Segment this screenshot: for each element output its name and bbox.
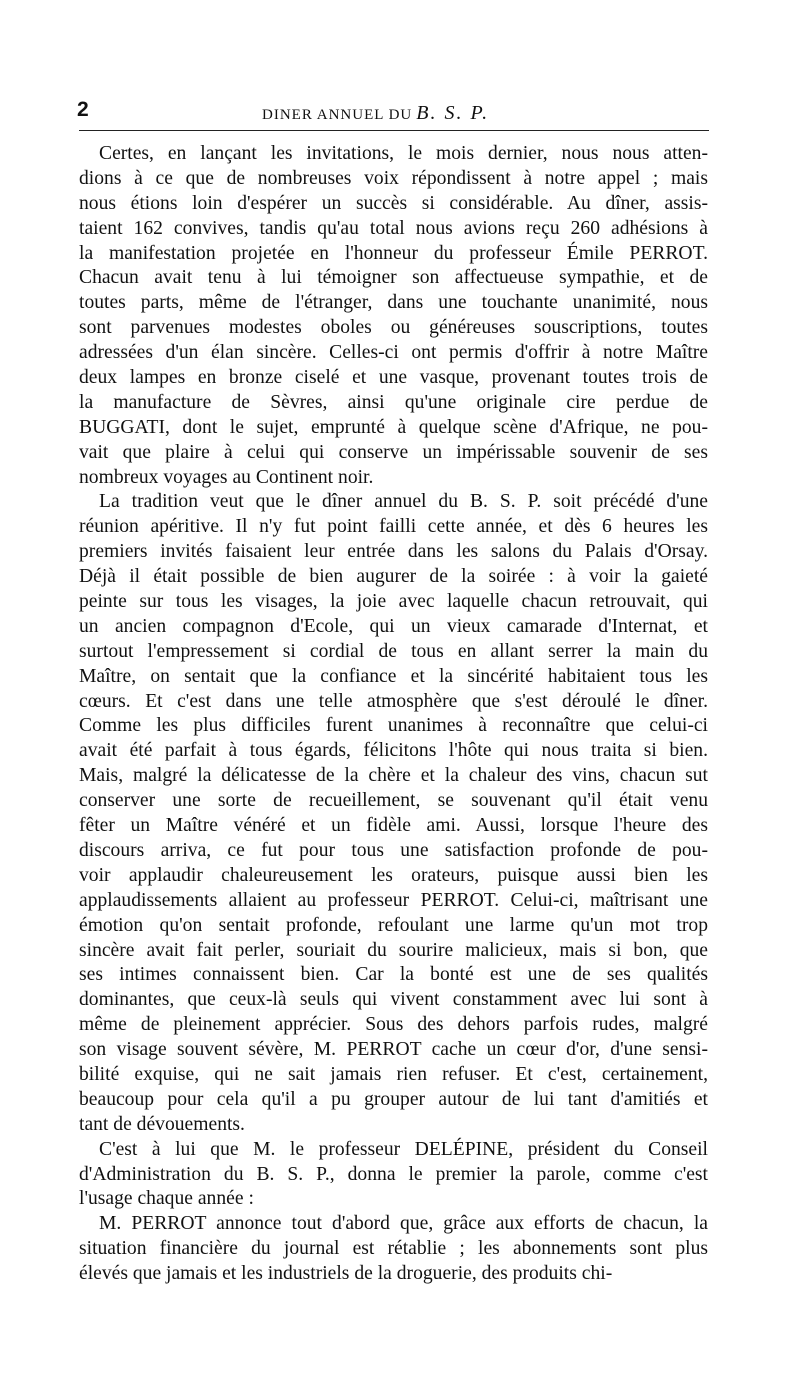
text-line: un ancien compagnon d'Ecole, qui un vieux camarade d'Internat, et: [79, 615, 708, 637]
paragraph: [79, 142, 708, 490]
text-line: nous étions loin d'espérer un succès si considérable. Au dîner, assis-: [79, 192, 708, 214]
text-line: nombreux voyages au Continent noir.: [79, 466, 374, 488]
text-line: Certes, en lançant les invitations, le mois dernier, nous nous atten-: [99, 143, 708, 164]
text-line: fêter un Maître vénéré et un fidèle ami. Aussi, lorsque l'heure des: [79, 815, 708, 837]
text-line: sincère avait fait perler, souriait du sourire malicieux, mais si bon, que: [79, 939, 708, 961]
text-line: son visage souvent sévère, M. PERROT cache un cœur d'or, d'une sensi-: [79, 1039, 708, 1061]
text-line: taient 162 convives, tandis qu'au total nous avions reçu 260 adhésions à: [79, 217, 708, 239]
text-line: Déjà il était possible de bien augurer de la soirée : à voir la gaieté: [79, 566, 708, 588]
text-line: adressées d'un élan sincère. Celles-ci ont permis d'offrir à notre Maître: [79, 342, 708, 364]
text-line: tant de dévouements.: [79, 1113, 245, 1135]
text-line: réunion apéritive. Il n'y fut point failli cette année, et dès 6 heures les: [79, 516, 708, 538]
text-line: voir applaudir chaleureusement les orateurs, puisque aussi bien les: [79, 864, 708, 886]
text-line: C'est à lui que M. le professeur DELÉPINE, président du Conseil: [99, 1138, 708, 1160]
text-line: Mais, malgré la délicatesse de la chère et la chaleur des vins, chacun sut: [79, 765, 708, 787]
text-line: toutes parts, même de l'étranger, dans une touchante unanimité, nous: [79, 292, 708, 314]
text-line: la manufacture de Sèvres, ainsi qu'une originale cire perdue de: [79, 391, 708, 413]
text-line: d'Administration du B. S. P., donna le premier la parole, comme c'est: [79, 1163, 708, 1185]
text-line: Maître, on sentait que la confiance et la sincérité habitaient tous les: [79, 665, 708, 687]
page-number: 2: [77, 98, 89, 121]
text-line: La tradition veut que le dîner annuel du B. S. P. soit précédé d'une: [99, 491, 708, 513]
text-line: Comme les plus difficiles furent unanimes à reconnaître que celui-ci: [79, 715, 708, 737]
text-line: beaucoup pour cela qu'il a pu grouper autour de lui tant d'amitiés et: [79, 1088, 708, 1110]
text-line: premiers invités faisaient leur entrée dans les salons du Palais d'Orsay.: [79, 541, 708, 563]
text-line: émotion qu'on sentait profonde, refoulant une larme qu'un mot trop: [79, 914, 708, 936]
text-line: conserver une sorte de recueillement, se souvenant qu'il était venu: [79, 790, 708, 812]
header-rule: [79, 130, 709, 131]
page-header: [77, 98, 710, 128]
running-title-journal: B. S. P.: [416, 102, 490, 124]
text-line: dions à ce que de nombreuses voix répondissent à notre appel ; mais: [79, 167, 708, 189]
text-line: discours arriva, ce fut pour tous une satisfaction profonde de pou-: [79, 839, 708, 861]
text-line: ses intimes connaissent bien. Car la bonté est une de ses qualités: [79, 964, 708, 986]
text-line: situation financière du journal est rétablie ; les abonnements sont plus: [79, 1238, 708, 1260]
text-line: cœurs. Et c'est dans une telle atmosphère que s'est déroulé le dîner.: [79, 690, 708, 712]
text-line: vait que plaire à celui qui conserve un impérissable souvenir de ses: [79, 441, 708, 463]
text-line: Chacun avait tenu à lui témoigner son affectueuse sympathie, et de: [79, 267, 708, 289]
running-title: [262, 102, 489, 125]
text-line: dominantes, que ceux-là seuls qui vivent constamment avec lui sont à: [79, 989, 708, 1011]
text-line: l'usage chaque année :: [79, 1188, 254, 1210]
text-line: sont parvenues modestes oboles ou généreuses souscriptions, toutes: [79, 317, 708, 339]
text-line: élevés que jamais et les industriels de la droguerie, des produits chi-: [79, 1263, 613, 1285]
paragraph: [79, 1138, 708, 1213]
text-line: M. PERROT annonce tout d'abord que, grâce aux efforts de chacun, la: [99, 1213, 708, 1235]
text-line: BUGGATI, dont le sujet, emprunté à quelque scène d'Afrique, ne pou-: [79, 416, 708, 438]
text-line: avait été parfait à tous égards, félicitons l'hôte qui nous traita si bien.: [79, 740, 708, 762]
text-line: bilité exquise, qui ne sait jamais rien refuser. Et c'est, certainement,: [79, 1063, 708, 1085]
text-line: la manifestation projetée en l'honneur du professeur Émile PERROT.: [79, 242, 708, 264]
text-line: applaudissements allaient au professeur PERROT. Celui-ci, maîtrisant une: [79, 889, 708, 911]
text-line: surtout l'empressement si cordial de tous en allant serrer la main du: [79, 640, 708, 662]
text-line: peinte sur tous les visages, la joie avec laquelle chacun retrouvait, qui: [79, 591, 708, 613]
paragraph: [79, 1212, 708, 1287]
running-title-text: DINER ANNUEL DU: [262, 107, 413, 123]
paragraph: [79, 490, 708, 1137]
text-line: deux lampes en bronze ciselé et une vasque, provenant toutes trois de: [79, 367, 708, 389]
body-text: [79, 142, 708, 1287]
text-line: même de pleinement apprécier. Sous des dehors parfois rudes, malgré: [79, 1014, 708, 1036]
